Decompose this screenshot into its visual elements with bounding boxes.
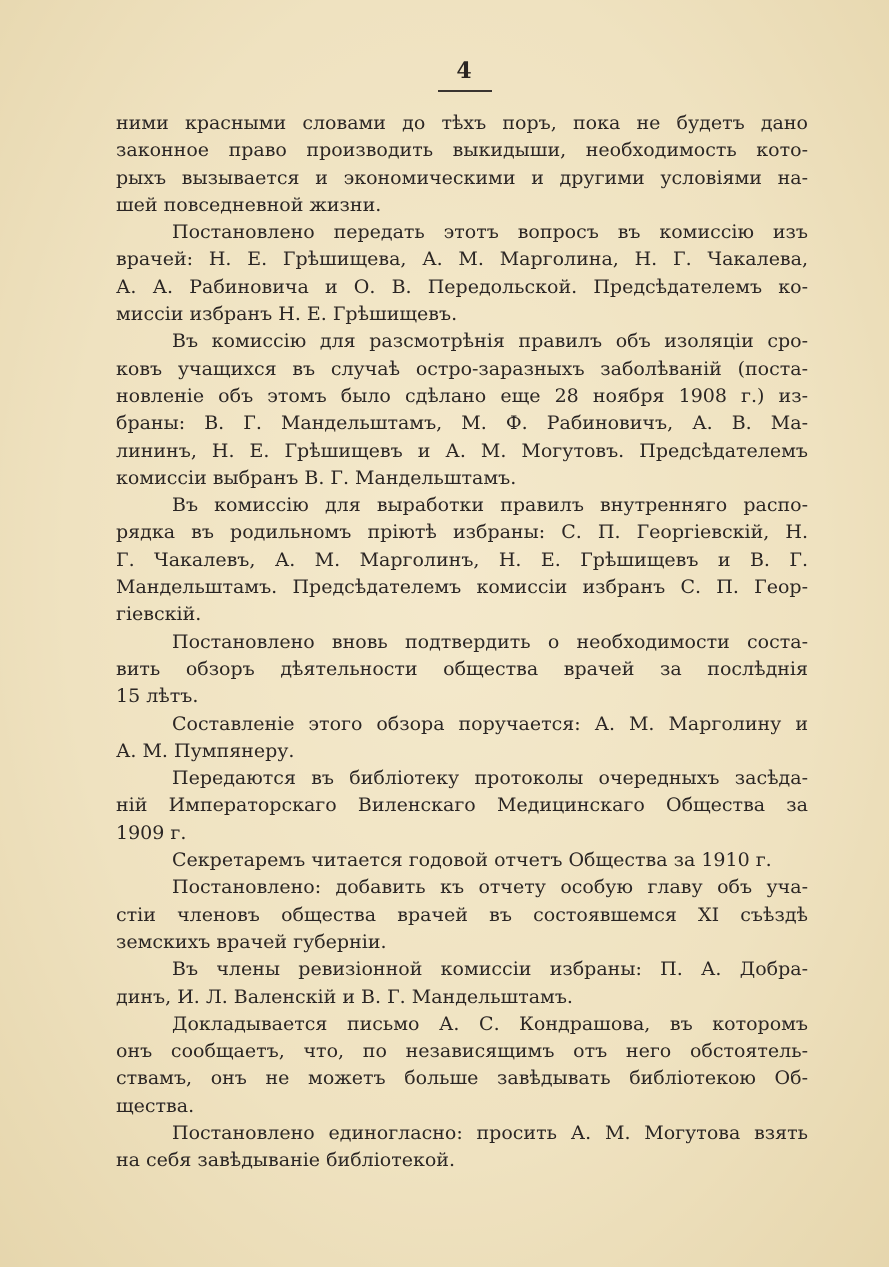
- paragraph-9: [116, 874, 808, 956]
- text-line: рыхъ вызывается и экономическими и другими условіями на-: [116, 166, 808, 189]
- text-line: лининъ, Н. Е. Грѣшищевъ и А. М. Могутовъ. Предсѣдателемъ: [116, 439, 808, 462]
- paragraph-5: [116, 629, 808, 711]
- paragraph-8: [116, 847, 808, 874]
- text-line: динъ, И. Л. Валенскій и В. Г. Мандельштамъ.: [116, 985, 573, 1008]
- text-line: А. М. Пумпянеру.: [116, 739, 295, 762]
- paragraph-10: [116, 956, 808, 1011]
- text-line: Г. Чакалевъ, А. М. Марголинъ, Н. Е. Грѣшищевъ и В. Г.: [116, 548, 808, 571]
- paragraph-1: [116, 110, 808, 219]
- text-line: ними красными словами до тѣхъ поръ, пока не будетъ дано: [116, 112, 808, 134]
- paragraph-3: [116, 328, 808, 492]
- paragraph-7: [116, 765, 808, 847]
- text-line: ствамъ, онъ не можетъ больше завѣдывать библіотекою Об-: [116, 1067, 808, 1090]
- text-line: браны: В. Г. Мандельштамъ, М. Ф. Рабиновичъ, А. В. Ма-: [116, 412, 808, 435]
- body-text: [116, 110, 808, 1175]
- text-line: гіевскій.: [116, 603, 202, 626]
- text-line: Секретаремъ читается годовой отчетъ Общества за 1910 г.: [172, 849, 772, 872]
- text-line: 15 лѣтъ.: [116, 685, 199, 708]
- text-line: ковъ учащихся въ случаѣ остро-заразныхъ заболѣваній (поста-: [116, 357, 808, 380]
- text-line: Постановлено вновь подтвердить о необходимости соста-: [172, 630, 808, 653]
- text-line: Постановлено: добавить къ отчету особую главу объ уча-: [172, 876, 808, 899]
- paragraph-12: [116, 1120, 808, 1175]
- text-line: миссіи избранъ Н. Е. Грѣшищевъ.: [116, 303, 458, 326]
- text-line: комиссіи выбранъ В. Г. Мандельштамъ.: [116, 466, 517, 489]
- text-line: онъ сообщаетъ, что, по независящимъ отъ него обстоятель-: [116, 1040, 808, 1063]
- text-line: Мандельштамъ. Предсѣдателемъ комиссіи избранъ С. П. Геор-: [116, 576, 808, 599]
- paragraph-6: [116, 711, 808, 766]
- text-line: стіи членовъ общества врачей въ состоявшемся XI съѣздѣ: [116, 903, 808, 926]
- text-line: Докладывается письмо А. С. Кондрашова, въ которомъ: [172, 1012, 808, 1035]
- page-number: 4: [456, 58, 472, 84]
- text-line: Въ комиссію для разсмотрѣнія правилъ объ изоляціи сро-: [172, 330, 808, 353]
- text-line: А. А. Рабиновича и О. В. Передольской. Предсѣдателемъ ко-: [116, 275, 808, 298]
- text-line: Постановлено единогласно: просить А. М. Могутова взять: [172, 1121, 808, 1144]
- text-line: на себя завѣдываніе библіотекой.: [116, 1149, 455, 1172]
- text-line: вить обзоръ дѣятельности общества врачей за послѣднія: [116, 657, 808, 680]
- paragraph-4: [116, 492, 808, 628]
- text-line: законное право производить выкидыши, необходимость кото-: [116, 139, 808, 162]
- text-line: 1909 г.: [116, 821, 187, 844]
- text-line: Передаются въ библіотеку протоколы очередныхъ засѣда-: [172, 767, 808, 790]
- text-line: врачей: Н. Е. Грѣшищева, А. М. Марголина, Н. Г. Чакалева,: [116, 248, 808, 271]
- text-line: Постановлено передать этотъ вопросъ въ комиссію изъ: [172, 221, 808, 244]
- text-line: щества.: [116, 1094, 195, 1117]
- text-line: шей повседневной жизни.: [116, 193, 382, 216]
- text-line: Составленіе этого обзора поручается: А. М. Марголину и: [172, 712, 808, 735]
- paragraph-2: [116, 219, 808, 328]
- text-line: рядка въ родильномъ пріютѣ избраны: С. П. Георгіевскій, Н.: [116, 521, 808, 544]
- text-line: земскихъ врачей губерніи.: [116, 930, 387, 953]
- text-line: ній Императорскаго Виленскаго Медицинскаго Общества за: [116, 794, 808, 817]
- text-line: новленіе объ этомъ было сдѣлано еще 28 ноября 1908 г.) из-: [116, 384, 808, 407]
- text-line: Въ члены ревизіонной комиссіи избраны: П. А. Добра-: [172, 958, 808, 981]
- paragraph-11: [116, 1011, 808, 1120]
- text-line: Въ комиссію для выработки правилъ внутренняго распо-: [172, 494, 808, 517]
- page-number-underline: [438, 90, 492, 92]
